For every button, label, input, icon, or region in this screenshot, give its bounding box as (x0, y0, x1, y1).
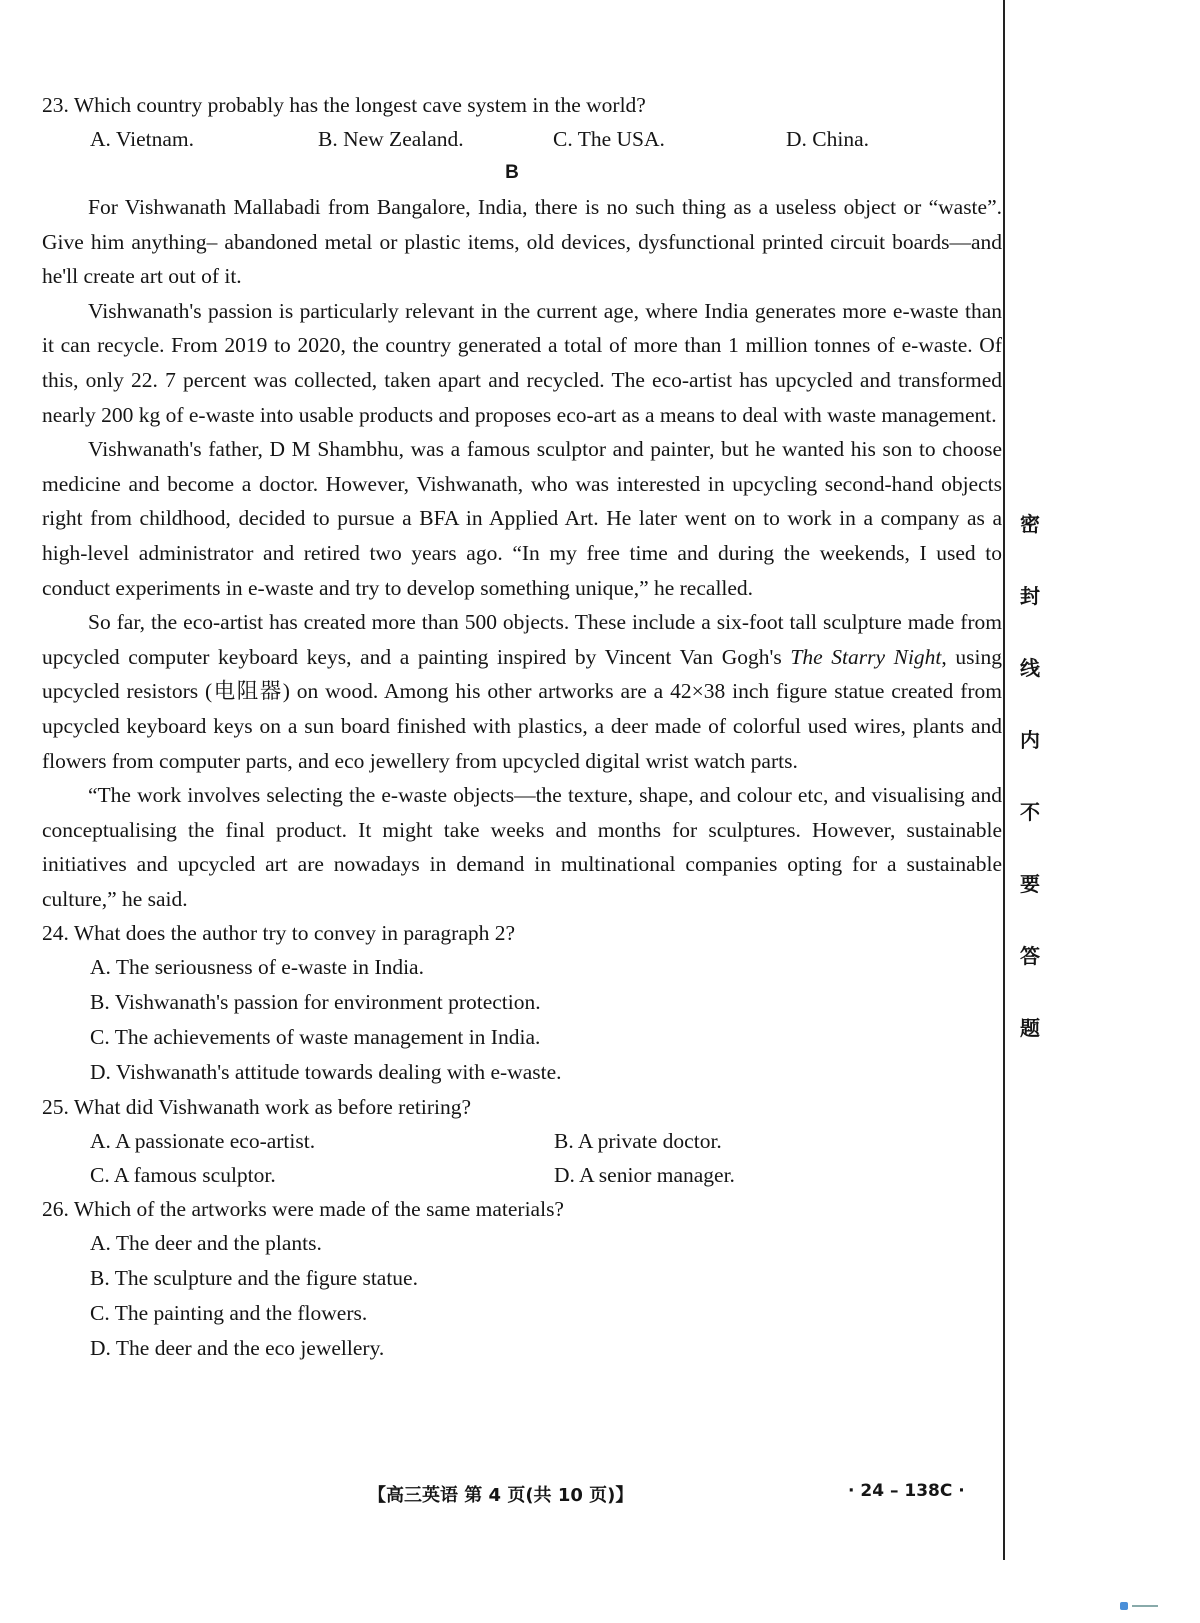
page-footer (0, 1475, 1000, 1511)
option-b: B. The sculpture and the figure statue. (90, 1266, 418, 1291)
option-a: A. A passionate eco-artist. (90, 1129, 316, 1154)
option-d: D. Vishwanath's attitude towards dealing with e-waste. (90, 1060, 562, 1085)
option-c: C. The painting and the flowers. (90, 1301, 368, 1326)
binding-warning (1015, 508, 1045, 1084)
binding-char: 要 (1020, 872, 1040, 896)
paragraph-4-text-b: , using upcycled resistors (电阻器) on wood. Among his other artworks are a 42×38 inch figure statue created from upcycled keyboard keys on a sun board finished with plastics, a deer made of colorful used wires, plants and flowers from computer parts, and eco jewellery from upcycled digital wrist watch parts. (42, 644, 1002, 773)
binding-char: 封 (1020, 584, 1040, 608)
artwork-title: The Starry Night (790, 644, 942, 669)
option-d: D. China. (786, 127, 870, 151)
option-b: B. A private doctor. (554, 1129, 722, 1154)
question-23-options (90, 122, 1002, 156)
option-b: B. Vishwanath's passion for environment protection. (90, 990, 541, 1015)
passage-paragraph-2: Vishwanath's passion is particularly relevant in the current age, where India generates more e-waste than it can recycle. From 2019 to 2020, the country generated a total of more than 1 million tonnes of e-waste. Of this, only 22. 7 percent was collected, taken apart and recycled. The eco-artist has upcycled and transformed nearly 200 kg of e-waste into usable products and proposes eco-art as a means to deal with waste management. (42, 298, 1002, 427)
option-a: A. Vietnam. (90, 127, 195, 151)
watermark-logo (1120, 1602, 1160, 1610)
binding-char: 密 (1020, 512, 1040, 536)
binding-char: 答 (1020, 944, 1040, 968)
option-b: B. New Zealand. (318, 127, 464, 151)
page-number-label: 【高三英语 第 4 页(共 10 页)】 (368, 1485, 634, 1506)
question-23: 23. Which country probably has the longest cave system in the world? (42, 93, 646, 117)
option-d: D. A senior manager. (554, 1163, 735, 1188)
question-24: 24. What does the author try to convey in paragraph 2? (42, 921, 516, 946)
section-heading: B (505, 162, 519, 183)
passage-paragraph-3: Vishwanath's father, D M Shambhu, was a famous sculptor and painter, but he wanted his son to choose medicine and become a doctor. However, Vishwanath, who was interested in upcycling second-hand objects right from childhood, decided to pursue a BFA in Applied Art. He later went on to work in a company as a high-level administrator and retired two years ago. “In my free time and during the weekends, I used to conduct experiments in e-waste and try to develop something unique,” he recalled. (42, 437, 1002, 600)
passage-paragraph-4 (42, 605, 1002, 778)
option-a: A. The seriousness of e-waste in India. (90, 955, 424, 980)
passage-paragraph-5: “The work involves selecting the e-waste objects—the texture, shape, and colour etc, and visualising and conceptualising the final product. It might take weeks and months for sculptures. However, sustainable initiatives and upcycled art are nowadays in demand in multinational companies opting for a sustainable culture,” he said. (42, 783, 1002, 911)
exam-code: · 24 – 138C · (848, 1481, 965, 1501)
option-c: C. The achievements of waste management in India. (90, 1025, 541, 1050)
option-a: A. The deer and the plants. (90, 1231, 322, 1256)
binding-line (1003, 0, 1005, 1560)
binding-char: 线 (1020, 656, 1040, 680)
binding-char: 题 (1020, 1016, 1040, 1040)
option-d: D. The deer and the eco jewellery. (90, 1336, 385, 1361)
question-25-options-row-2 (90, 1158, 1002, 1192)
binding-char: 不 (1020, 800, 1040, 824)
question-25: 25. What did Vishwanath work as before retiring? (42, 1095, 471, 1120)
option-c: C. The USA. (553, 127, 665, 151)
paragraph-4-text-a: So far, the eco-artist has created more than 500 objects. These include a six-foot tall sculpture made from upcycled computer keyboard keys, and a painting inspired by Vincent Van Gogh's (42, 610, 1002, 669)
question-25-options-row-1 (90, 1124, 1002, 1158)
question-26: 26. Which of the artworks were made of the same materials? (42, 1197, 564, 1222)
passage-paragraph-1: For Vishwanath Mallabadi from Bangalore, India, there is no such thing as a useless object or “waste”. Give him anything– abandoned metal or plastic items, old devices, dysfunctional printed circuit boards—and he'll create art out of it. (42, 195, 1002, 289)
page-content (42, 88, 1002, 1366)
binding-char: 内 (1020, 728, 1040, 752)
option-c: C. A famous sculptor. (90, 1163, 276, 1188)
